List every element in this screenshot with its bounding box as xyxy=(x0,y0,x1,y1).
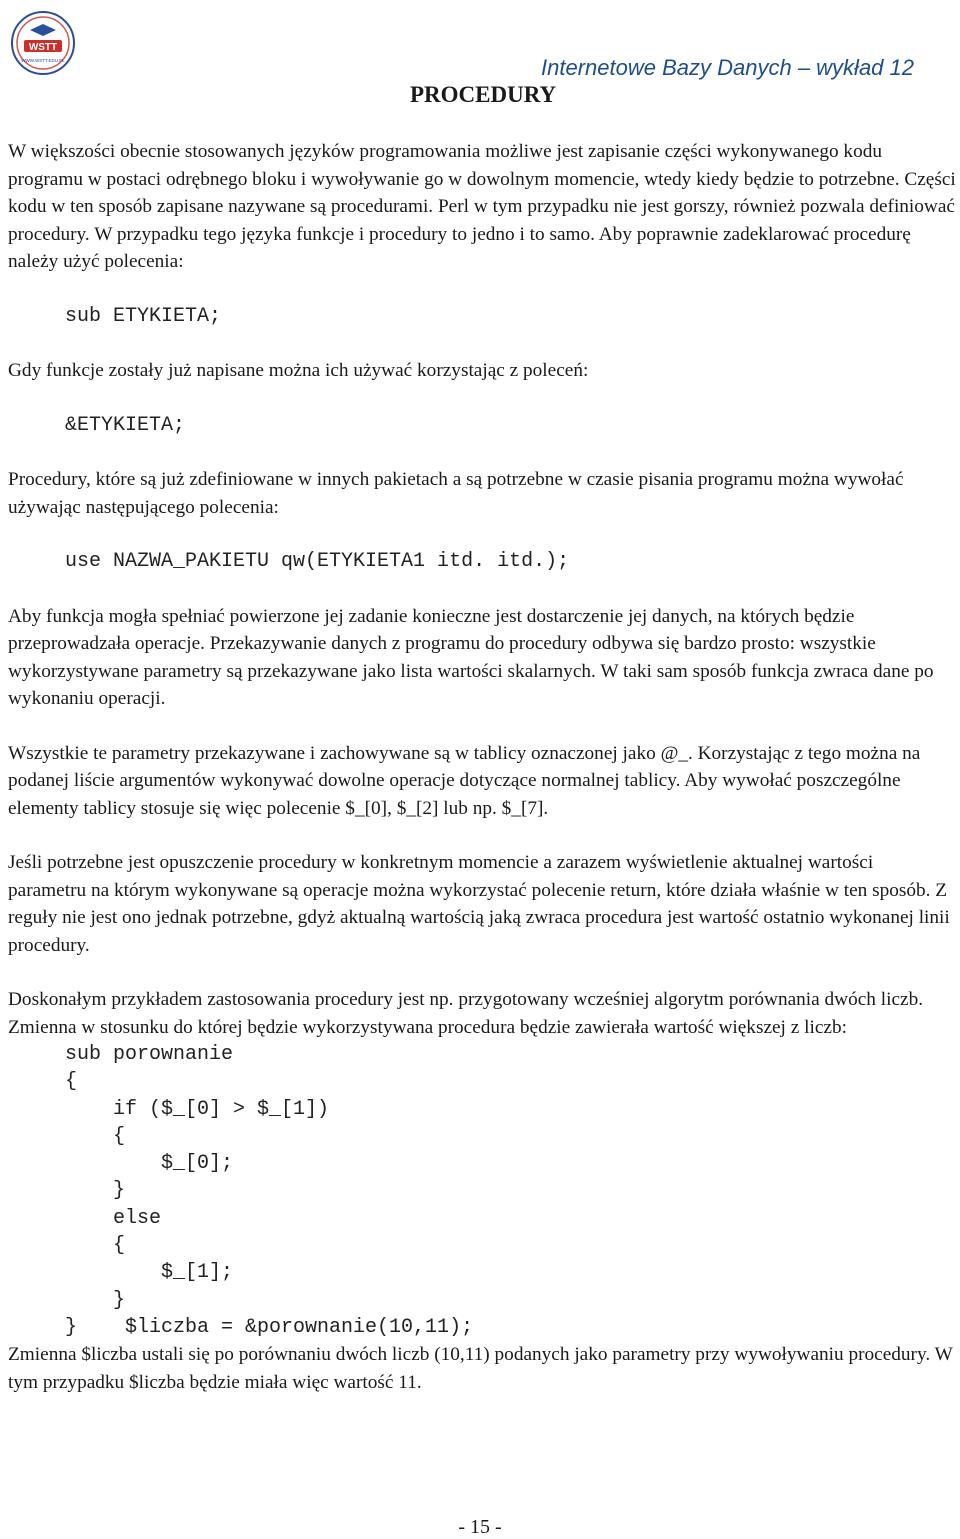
code-call: &ETYKIETA; xyxy=(65,413,186,437)
code-line: sub porownanie xyxy=(65,1043,234,1066)
code-line: } xyxy=(65,1288,126,1312)
code-line: { xyxy=(65,1234,126,1258)
code-example-block xyxy=(8,1041,956,1341)
paragraph-intro: W większości obecnie stosowanych języków programowania możliwe jest zapisanie części wykonywanego kodu programu w postaci odrębnego bloku i wywoływanie go w dowolnym momencie, wtedy kiedy będzie to potrzebne. Części kodu w ten sposób zapisane nazywane są procedurami. Perl w tym przypadku nie jest gorszy, również pozwala definiować procedury. W przypadku tego języka funkcje i procedury to jedno i to samo. Aby poprawnie zadeklarować procedurę należy użyć polecenia: xyxy=(8,141,956,272)
code-line: } xyxy=(65,1179,126,1203)
paragraph-packages: Procedury, które są już zdefiniowane w innych pakietach a są potrzebne w czasie pisania programu można wywołać używając następującego polecenia: xyxy=(8,469,904,518)
code-line: { xyxy=(65,1070,78,1094)
page-number: - 15 - xyxy=(458,1516,502,1538)
code-line: { xyxy=(65,1124,126,1148)
svg-text:WWW.WSTT.EDU.PL: WWW.WSTT.EDU.PL xyxy=(21,58,65,63)
university-logo xyxy=(10,10,76,76)
paragraph-parameters: Aby funkcja mogła spełniać powierzone jej zadanie konieczne jest dostarczenie jej danych, na których będzie przeprowadzała operacje. Przekazywanie danych z programu do procedury odbywa się bardzo prosto: wszystkie wykorzystywane parametry są przekazywane jako lista wartości skalarnych. W taki sam sposób funkcja zwraca dane po wykonaniu operacji. xyxy=(8,605,934,709)
paragraph-usage: Gdy funkcje zostały już napisane można ich używać korzystając z poleceń: xyxy=(8,360,589,381)
paragraph-array: Wszystkie te parametry przekazywane i zachowywane są w tablicy oznaczonej jako @_. Korzystając z tego można na podanej liście argumentów wykonywać dowolne operacje dotyczące normalnej tablicy. Aby wywołać poszczególne elementy tablicy stosuje się więc polecenie $_[0], $_[2] lub np. $_[7]. xyxy=(8,742,921,819)
code-line: $_[0]; xyxy=(65,1152,234,1176)
code-line: $_[1]; xyxy=(65,1261,234,1285)
code-sub-declaration: sub ETYKIETA; xyxy=(65,304,222,328)
code-line: } $liczba = &porownanie(10,11); xyxy=(65,1315,474,1339)
code-line: if ($_[0] > $_[1]) xyxy=(65,1097,330,1121)
paragraph-conclusion: Zmienna $liczba ustali się po porównaniu dwóch liczb (10,11) podanych jako parametry przy wywoływaniu procedury. W tym przypadku $liczba będzie miała więc wartość 11. xyxy=(8,1344,953,1393)
code-line: else xyxy=(65,1206,162,1230)
header-title: Internetowe Bazy Danych – wykład 12 xyxy=(541,55,914,80)
code-use-package: use NAZWA_PAKIETU qw(ETYKIETA1 itd. itd.); xyxy=(65,550,570,573)
document-body xyxy=(8,138,956,1396)
chapter-heading: PROCEDURY xyxy=(410,82,557,107)
paragraph-return: Jeśli potrzebne jest opuszczenie procedury w konkretnym momencie a zarazem wyświetlenie aktualnej wartości parametru na którym wykonywane są operacje można wykorzystać polecenie return, które działa właśnie w ten sposób. Z reguły nie jest ono jednak potrzebne, gdyż aktualną wartością jaką zwraca procedura jest wartość ostatnio wykonanej linii procedury. xyxy=(8,852,950,956)
paragraph-example: Doskonałym przykładem zastosowania procedury jest np. przygotowany wcześniej algorytm porównania dwóch liczb. Zmienna w stosunku do której będzie wykorzystywana procedura będzie zawierała wartość większej z liczb: xyxy=(8,989,924,1038)
svg-text:WSTT: WSTT xyxy=(28,42,58,53)
